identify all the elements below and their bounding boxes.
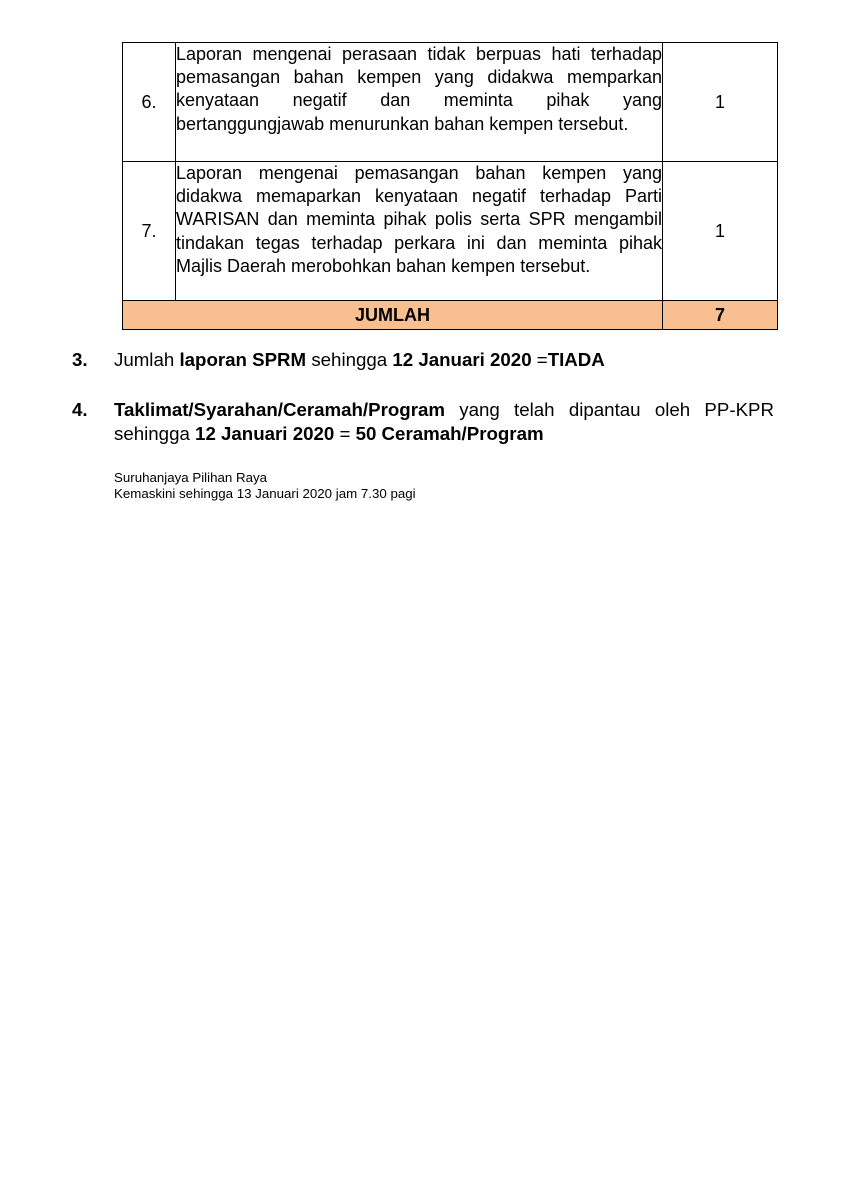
table-row (123, 43, 778, 162)
footer-organization: Suruhanjaya Pilihan Raya (114, 470, 268, 485)
complaints-table (122, 42, 778, 330)
footer (114, 470, 416, 502)
item-text: Taklimat/Syarahan/Ceramah/Program yang telah dipantau oleh PP-KPR sehingga 12 Januari 2020 = 50 Ceramah/Program (114, 399, 774, 444)
total-label: JUMLAH (123, 301, 663, 330)
item-programs-monitored (72, 398, 774, 446)
item-number: 3. (72, 349, 88, 370)
row-count: 1 (663, 162, 778, 301)
item-number: 4. (72, 399, 88, 420)
footer-updated: Kemaskini sehingga 13 Januari 2020 jam 7.30 pagi (114, 486, 416, 501)
item-sprm-reports (72, 348, 774, 372)
total-row (123, 301, 778, 330)
item-text: Jumlah laporan SPRM sehingga 12 Januari 2020 =TIADA (114, 349, 605, 370)
row-description: Laporan mengenai pemasangan bahan kempen yang didakwa memaparkan kenyataan negatif terhadap Parti WARISAN dan meminta pihak polis serta SPR mengambil tindakan tegas terhadap perkara ini dan meminta pihak Majlis Daerah merobohkan bahan kempen tersebut. (176, 162, 663, 301)
row-count: 1 (663, 43, 778, 162)
table-row (123, 162, 778, 301)
row-description: Laporan mengenai perasaan tidak berpuas hati terhadap pemasangan bahan kempen yang didakwa memparkan kenyataan negatif dan meminta pihak yang bertanggungjawab menurunkan bahan kempen tersebut. (176, 43, 663, 162)
row-number: 7. (123, 162, 176, 301)
total-value: 7 (663, 301, 778, 330)
row-number: 6. (123, 43, 176, 162)
